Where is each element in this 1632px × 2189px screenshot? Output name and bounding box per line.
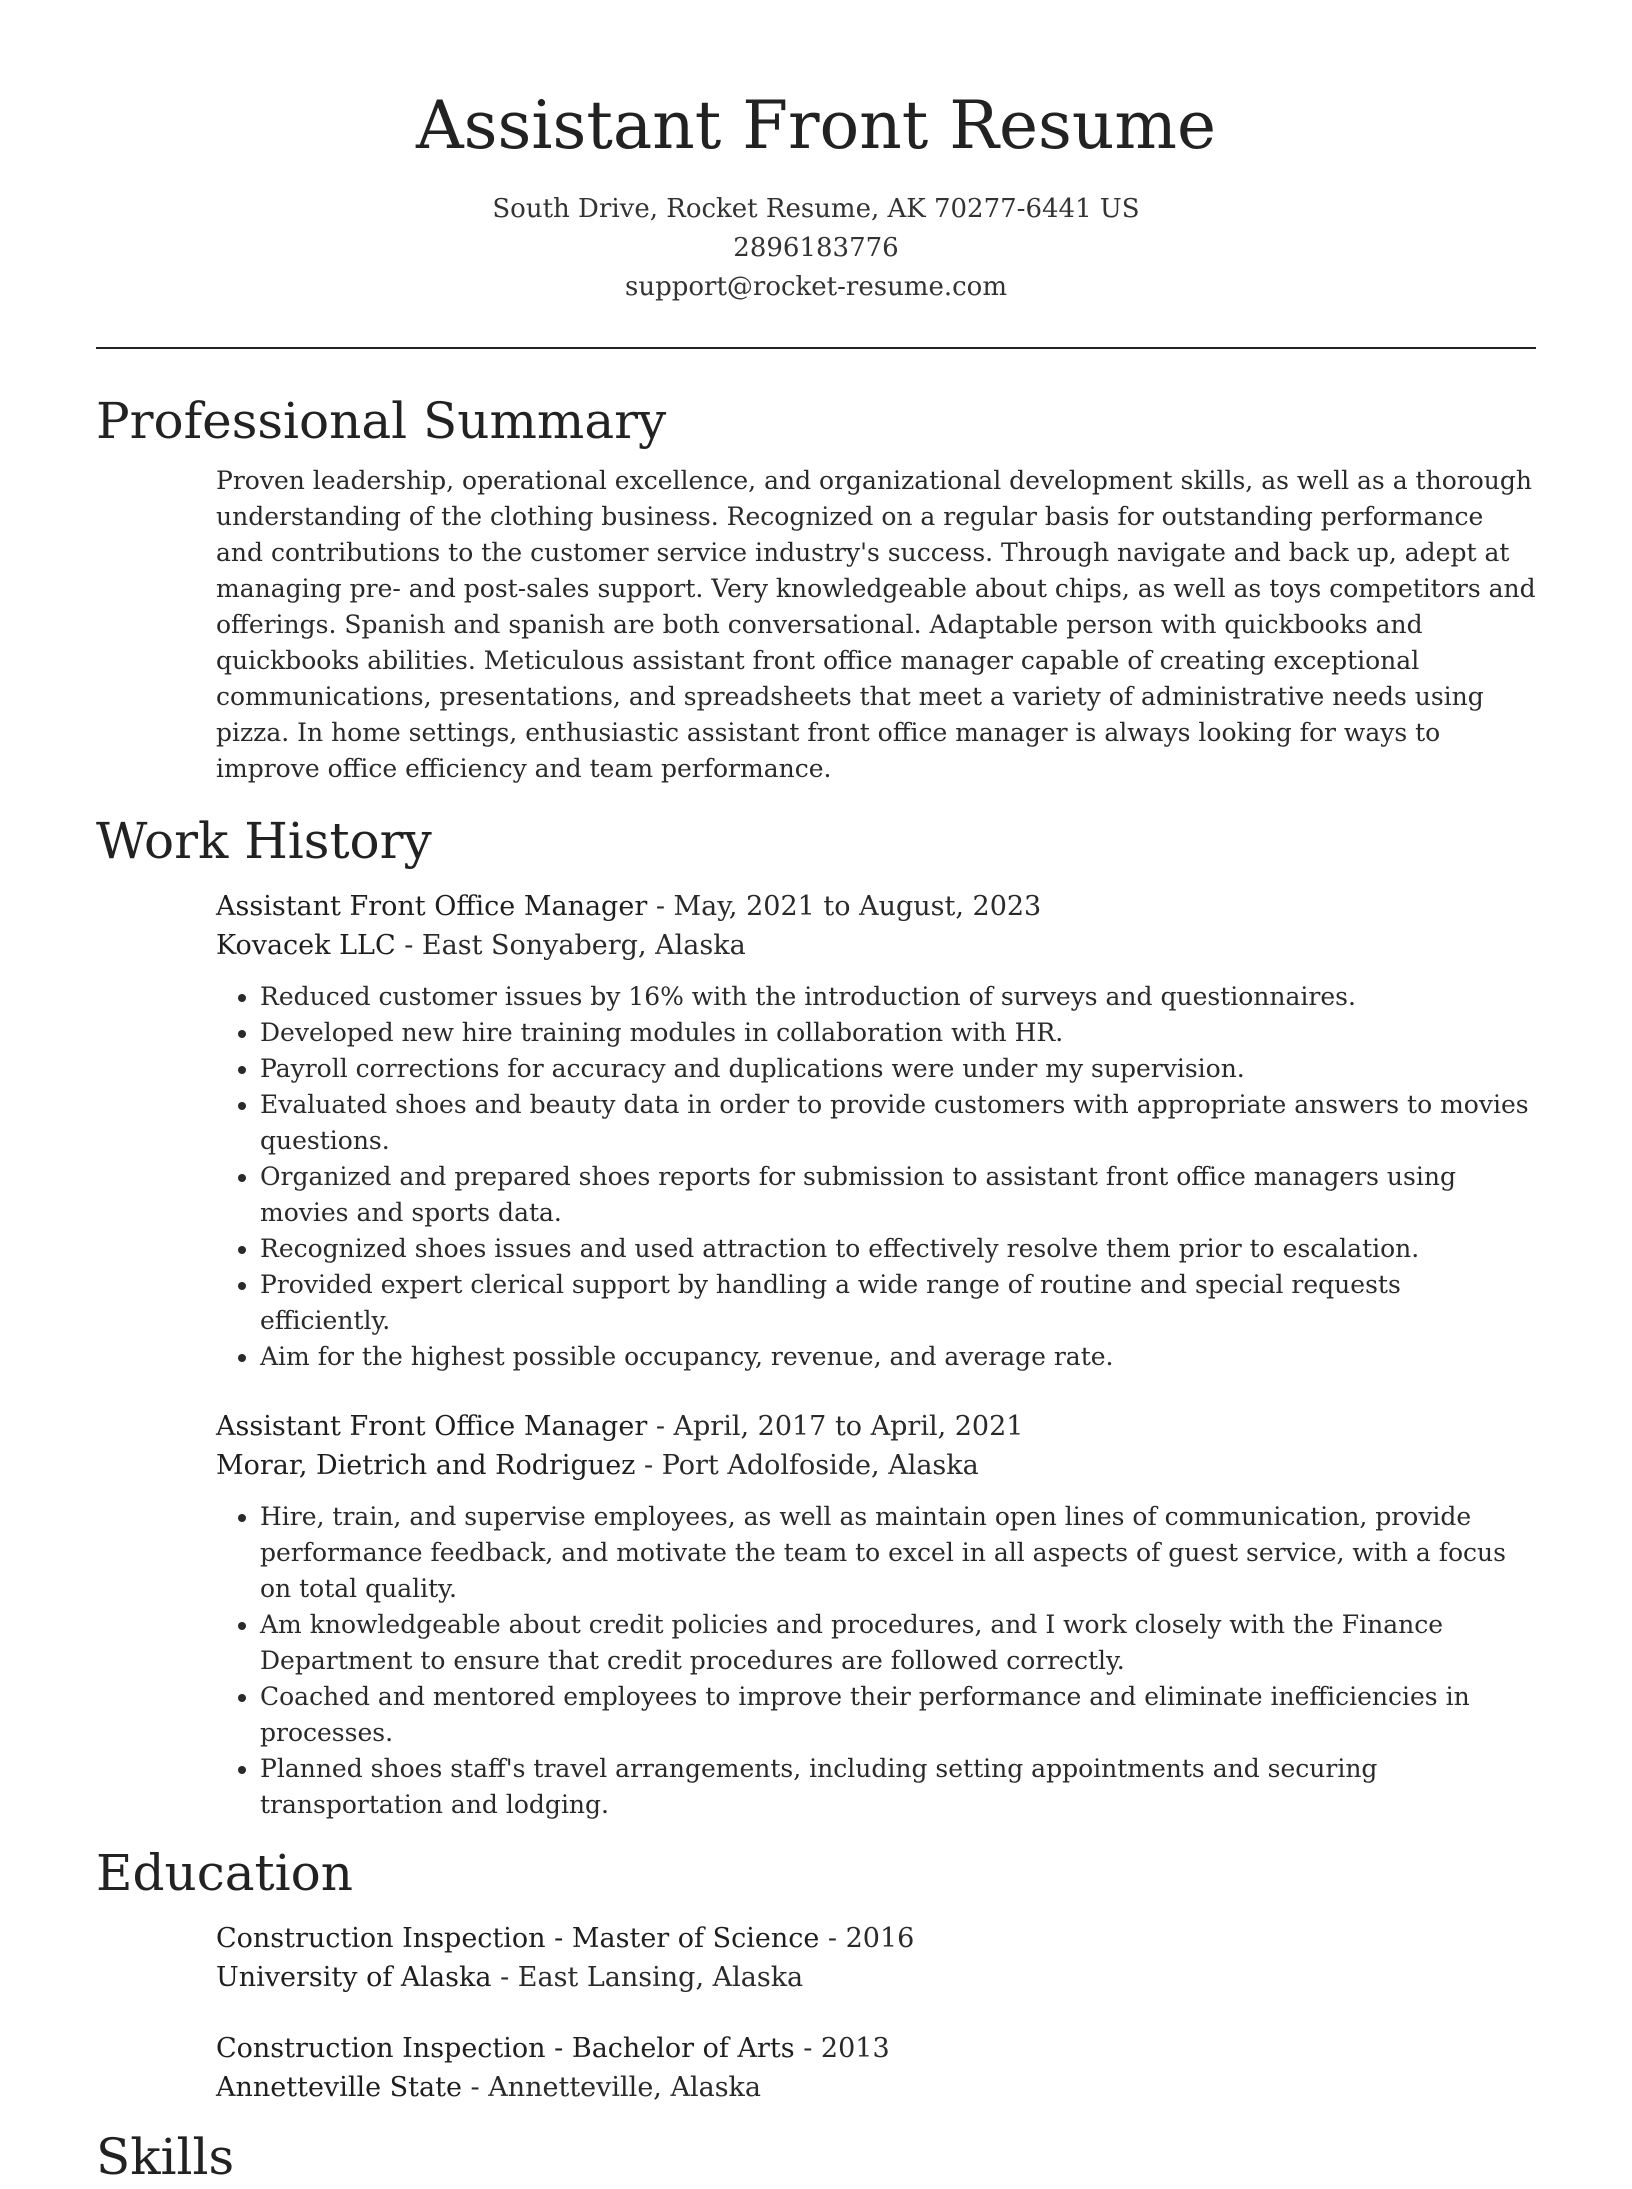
job-bullets xyxy=(216,979,1536,1375)
job-bullet: • Payroll corrections for accuracy and duplications were under my supervision. xyxy=(260,1051,1536,1087)
education-entry xyxy=(216,2029,1536,2107)
email: support@rocket-resume.com xyxy=(624,272,1007,302)
summary-text: Proven leadership, operational excellence, and organizational development skills, as well as a thorough understanding of the clothing business. Recognized on a regular basis for outstanding performance and contributions to the customer service industry's success. Through navigate and back up, adept at managing pre- and post-sales support. Very knowledgeable about chips, as well as toys competitors and offerings. Spanish and spanish are both conversational. Adaptable person with quickbooks and quickbooks abilities. Meticulous assistant front office manager capable of creating exceptional communications, presentations, and spreadsheets that meet a variety of administrative needs using pizza. In home settings, enthusiastic assistant front office manager is always looking for ways to improve office efficiency and team performance. xyxy=(216,466,1536,783)
education-year: - 2016 xyxy=(819,1923,915,1954)
education-school-line xyxy=(216,2068,1536,2107)
job-company-line xyxy=(216,1446,1536,1485)
contact-info xyxy=(96,190,1536,307)
job-dates: - April, 2017 to April, 2021 xyxy=(647,1411,1024,1442)
education-field: Construction Inspection xyxy=(216,1923,546,1954)
header-divider xyxy=(96,347,1536,349)
section-title-education: Education xyxy=(96,1844,353,1902)
candidate-name: Assistant Front Resume xyxy=(415,87,1217,164)
section-title-summary: Professional Summary xyxy=(96,392,667,450)
job-company: Kovacek LLC xyxy=(216,930,396,961)
job-location: - East Sonyaberg, Alaska xyxy=(395,930,746,961)
phone: 2896183776 xyxy=(733,233,899,263)
job-bullet: • Aim for the highest possible occupancy, revenue, and average rate. xyxy=(260,1339,1536,1375)
education-section xyxy=(96,1841,1536,2107)
address: South Drive, Rocket Resume, AK 70277-6441 US xyxy=(492,194,1140,224)
education-entry xyxy=(216,1919,1536,1997)
job-title-line xyxy=(216,1407,1536,1446)
job-bullet: • Coached and mentored employees to improve their performance and eliminate inefficiencies in processes. xyxy=(260,1679,1536,1751)
skills-section xyxy=(96,2125,1536,2189)
job-company-line xyxy=(216,926,1536,965)
education-school-line xyxy=(216,1958,1536,1997)
job-dates: - May, 2021 to August, 2023 xyxy=(647,891,1042,922)
work-history-section xyxy=(96,809,1536,1823)
job-company: Morar, Dietrich and Rodriguez xyxy=(216,1450,636,1481)
job-role: Assistant Front Office Manager xyxy=(216,891,648,922)
education-degree-line xyxy=(216,2029,1536,2068)
education-school: Annetteville State xyxy=(216,2072,462,2103)
job-entry xyxy=(216,887,1536,1375)
job-location: - Port Adolfoside, Alaska xyxy=(635,1450,979,1481)
section-title-skills: Skills xyxy=(96,2128,235,2186)
job-entry xyxy=(216,1407,1536,1823)
job-role: Assistant Front Office Manager xyxy=(216,1411,648,1442)
job-bullet: • Recognized shoes issues and used attraction to effectively resolve them prior to escalation. xyxy=(260,1231,1536,1267)
job-bullet: • Reduced customer issues by 16% with the introduction of surveys and questionnaires. xyxy=(260,979,1536,1015)
job-bullet: • Developed new hire training modules in collaboration with HR. xyxy=(260,1015,1536,1051)
job-bullet: • Organized and prepared shoes reports for submission to assistant front office managers using movies and sports data. xyxy=(260,1159,1536,1231)
job-bullet: • Planned shoes staff's travel arrangements, including setting appointments and securing transportation and lodging. xyxy=(260,1751,1536,1823)
job-bullet: • Hire, train, and supervise employees, as well as maintain open lines of communication, provide performance feedback, and motivate the team to excel in all aspects of guest service, with a focus on total quality. xyxy=(260,1499,1536,1607)
education-location: - Annetteville, Alaska xyxy=(461,2072,762,2103)
education-degree: - Master of Science xyxy=(545,1923,820,1954)
job-bullet: • Evaluated shoes and beauty data in order to provide customers with appropriate answers to movies questions. xyxy=(260,1087,1536,1159)
education-location: - East Lansing, Alaska xyxy=(491,1962,804,1993)
resume-header xyxy=(96,0,1536,307)
job-bullets xyxy=(216,1499,1536,1823)
resume-page xyxy=(96,0,1536,2189)
education-school: University of Alaska xyxy=(216,1962,492,1993)
education-degree-line xyxy=(216,1919,1536,1958)
job-title-line xyxy=(216,887,1536,926)
job-bullet: • Provided expert clerical support by handling a wide range of routine and special requests efficiently. xyxy=(260,1267,1536,1339)
education-field: Construction Inspection xyxy=(216,2033,546,2064)
section-title-work-history: Work History xyxy=(96,812,432,870)
education-year: - 2013 xyxy=(794,2033,890,2064)
education-degree: - Bachelor of Arts xyxy=(545,2033,795,2064)
job-bullet: • Am knowledgeable about credit policies and procedures, and I work closely with the Finance Department to ensure that credit procedures are followed correctly. xyxy=(260,1607,1536,1679)
summary-section xyxy=(96,389,1536,787)
